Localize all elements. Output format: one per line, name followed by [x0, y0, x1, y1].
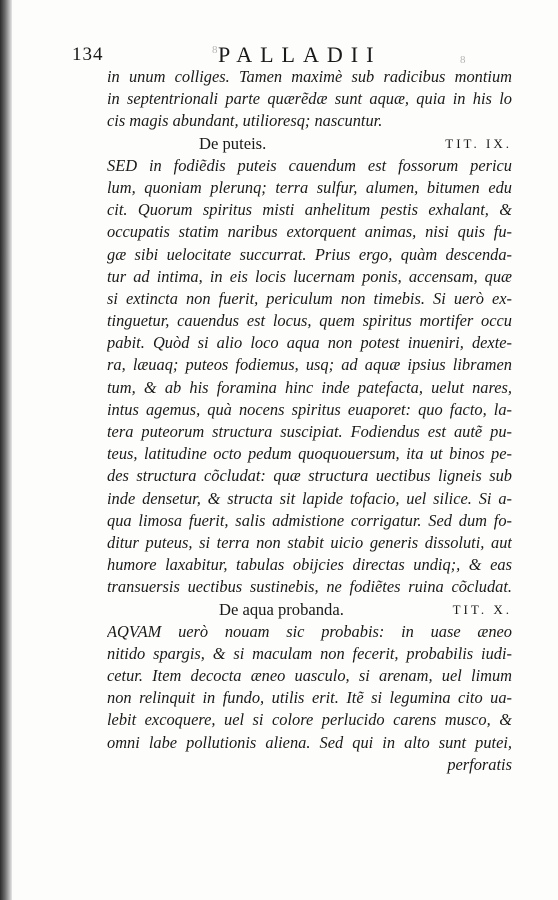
text-line: qua limosa fuerit, salis admistione corrigatur. Sed dum fo- — [107, 510, 512, 530]
text-line: tur ad intima, in eis locis lucernam ponis, accensam, quæ — [107, 266, 512, 286]
text-line: inde densetur, & structa sit lapide tofacio, uel silice. Si a- — [107, 488, 512, 508]
text-line: lum, quoniam plerunq; terra sulfur, alumen, bitumen edu — [107, 177, 512, 197]
text-line: lebit excoquere, uel si colore perlucido carens musco, & — [107, 710, 512, 730]
text-line: ra, læuaq; puteos fodiemus, usq; ad aquæ ipsius libramen — [107, 355, 512, 375]
page-header — [72, 36, 510, 67]
body-text — [107, 66, 512, 776]
section-heading: De aqua probanda. — [219, 599, 344, 619]
text-line: cit. Quorum spiritus misti anhelitum pestis exhalant, & — [107, 200, 512, 220]
text-line: SED in fodiẽdis puteis cauendum est fossorum pericu — [107, 155, 512, 175]
text-line: tum, & ab his foramina hinc inde patefacta, uelut nares, — [107, 377, 512, 397]
text-line: humore laxabitur, tabulas obijcies directas undiq;, & eas — [107, 555, 512, 575]
text-line: occupatis statim naribus extorquent animas, nisi quis fu- — [107, 222, 512, 242]
text-line: gæ sibi uelocitate succurrat. Prius ergo, quàm descenda- — [107, 244, 512, 264]
text-line: pabit. Quòd si alio loco aqua non potest inueniri, dexte- — [107, 333, 512, 353]
title-number: TIT. IX. — [445, 135, 512, 151]
text-line: AQVAM uerò nouam sic probabis: in uase æneo — [107, 621, 512, 641]
section-heading: De puteis. — [199, 133, 267, 153]
text-line: ditur puteus, si terra non stabit uicio generis dissoluti, aut — [107, 532, 512, 552]
text-line: si extincta non fuerit, periculum non timebis. Si uerò ex- — [107, 288, 512, 308]
text-line: tera puteorum structura suscipiat. Fodiendus est autẽ pu- — [107, 422, 512, 441]
title-number: TIT. X. — [452, 601, 512, 617]
catchword: perforatis — [447, 754, 512, 774]
page-gutter-shadow — [0, 0, 12, 900]
running-head: PALLADII — [218, 42, 382, 67]
text-line: in unum colliges. Tamen maximè sub radicibus montium — [107, 67, 512, 86]
section-heading-row — [107, 133, 512, 155]
text-line: transuersis uectibus sustinebis, ne fodiẽtes ruina cõcludat. — [107, 577, 512, 597]
text-line: intus agemus, quà nocens spiritus euaporet: quo facto, la- — [107, 399, 512, 419]
bleed-through-mark: 8 — [212, 44, 218, 56]
text-line: omni labe pollutionis aliena. Sed qui in alto sunt putei, — [107, 732, 512, 752]
text-line: tinguetur, cauendus est locus, quem spiritus mortifer occu — [107, 311, 512, 331]
text-line: des structura cõcludat: quæ structura uectibus ligneis sub — [107, 466, 512, 486]
text-line: in septentrionali parte quærẽdæ sunt aquæ, quia in his lo — [107, 89, 512, 109]
section-heading-row — [107, 599, 512, 621]
text-line: cis magis abundant, utilioresq; nascuntur. — [107, 111, 383, 131]
page-number: 134 — [72, 44, 104, 65]
text-line: cetur. Item decocta æneo uasculo, si arenam, uel limum — [107, 666, 512, 686]
text-line: nitido spargis, & si maculam non fecerit, probabilis iudi- — [107, 643, 512, 663]
bleed-through-mark: 8 — [460, 54, 466, 66]
text-line: non relinquit in fundo, utilis erit. Itẽ si legumina cito ua- — [107, 688, 512, 708]
text-line: teus, latitudine octo pedum quoquouersum, ita ut binos pe- — [107, 444, 512, 464]
